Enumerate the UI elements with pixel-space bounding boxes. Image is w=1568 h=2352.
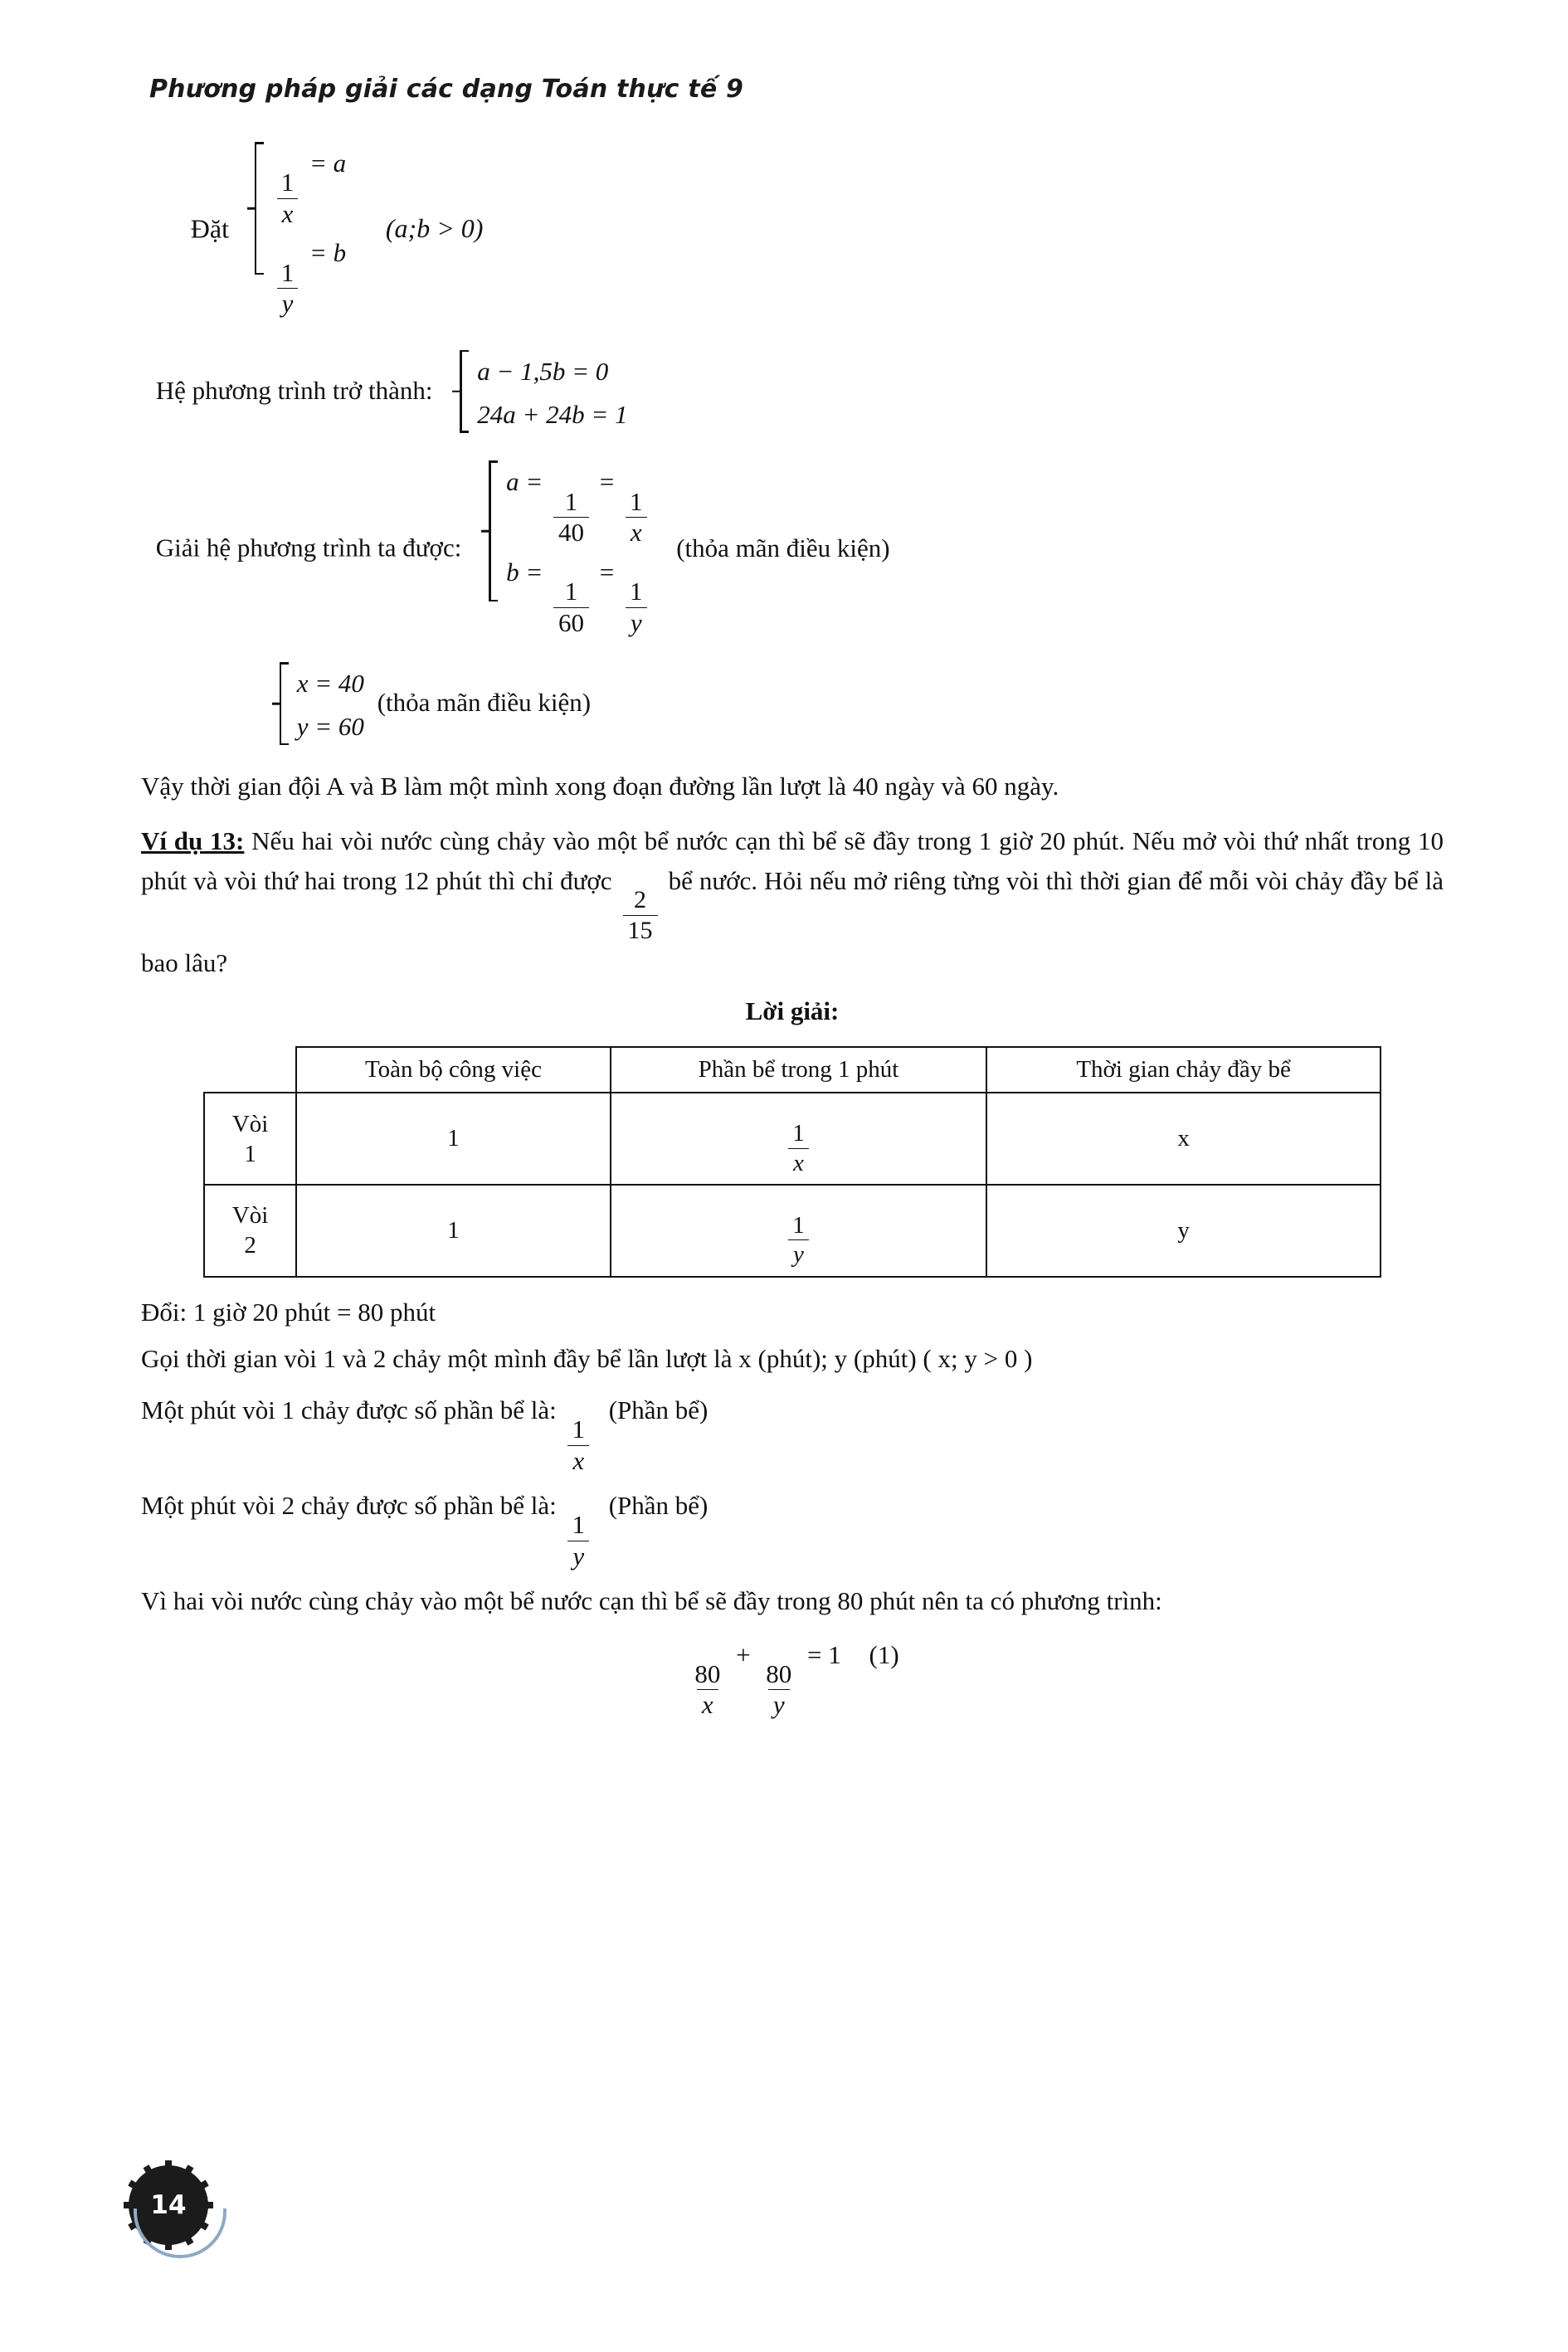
system-brace-icon bbox=[272, 662, 289, 745]
he-pt-row1: a − 1,5b = 0 bbox=[477, 356, 609, 386]
xy-row1: x = 40 bbox=[296, 669, 364, 699]
system-brace-icon bbox=[452, 350, 469, 433]
giai-system bbox=[481, 460, 651, 640]
equation-1 bbox=[141, 1635, 1444, 1719]
dat-system-block bbox=[141, 142, 1444, 322]
row2-work: 1 bbox=[296, 1185, 611, 1277]
giai-row2-fraction-1: $\frac{1}{60}$ bbox=[553, 578, 589, 636]
mot-phut-1-unit: (Phần bể) bbox=[608, 1395, 709, 1424]
mot-phut-2-unit: (Phần bể) bbox=[608, 1491, 709, 1521]
eq-plus: + bbox=[736, 1639, 751, 1669]
row1-part bbox=[611, 1093, 986, 1185]
dat-row1-eq: = a bbox=[309, 149, 347, 178]
page-number-badge bbox=[129, 2165, 220, 2257]
page-number: 14 bbox=[150, 2190, 187, 2220]
he-pt-row2: 24a + 24b = 1 bbox=[477, 399, 628, 429]
row2-time: y bbox=[986, 1185, 1381, 1277]
line-mot-phut-voi-1: Một phút vòi 1 chảy được số phần bể là: $\frac{1}{x}$ (Phần bể) bbox=[141, 1395, 709, 1475]
row1-work: 1 bbox=[296, 1093, 611, 1185]
example-text-part1: Nếu hai vòi nước cùng chảy vào một bể nước cạn thì bể sẽ đầy trong 1 giờ 20 phút. Nếu mở vòi thứ nhất trong 10 phút và vòi thứ hai trong 12 phút thì chỉ được bbox=[141, 825, 1444, 895]
table-row bbox=[204, 1185, 1381, 1277]
eq-fraction-1: $\frac{80}{x}$ bbox=[694, 1658, 721, 1720]
line-doi: Đổi: 1 giờ 20 phút = 80 phút bbox=[141, 1297, 436, 1327]
eq-rhs: = 1 bbox=[807, 1639, 841, 1669]
table-header-cell-1: Toàn bộ công việc bbox=[296, 1047, 611, 1093]
he-pt-block bbox=[141, 350, 1444, 436]
dat-row2-fraction: $\frac{1}{y}$ bbox=[276, 260, 299, 318]
eq-number: (1) bbox=[869, 1639, 899, 1669]
mot-phut-1-fraction: $\frac{1}{x}$ bbox=[567, 1416, 590, 1474]
row2-label: Vòi 2 bbox=[204, 1185, 296, 1277]
row1-part-fraction: $\frac{1}{x}$ bbox=[787, 1121, 810, 1176]
work-rate-table bbox=[203, 1046, 1381, 1277]
conclusion-paragraph: Vậy thời gian đội A và B làm một mình xong đoạn đường lần lượt là 40 ngày và 60 ngày. bbox=[141, 771, 1059, 801]
system-brace-icon bbox=[481, 460, 498, 601]
giai-row2-lhs: b = bbox=[506, 557, 543, 587]
table-header-row bbox=[204, 1047, 1381, 1093]
line-vi: Vì hai vòi nước cùng chảy vào một bể nước cạn thì bể sẽ đầy trong 80 phút nên ta có phương trình: bbox=[141, 1586, 1162, 1616]
giai-row2-fraction-2: $\frac{1}{y}$ bbox=[625, 578, 648, 636]
dat-row2-eq: = b bbox=[309, 238, 347, 268]
table-header-cell-0 bbox=[204, 1047, 296, 1093]
example-text-part2: bể nước. Hỏi nếu mở riêng từng vòi thì thời gian để mỗi vòi chảy đầy bể là bao lâu? bbox=[141, 865, 1444, 978]
xy-system bbox=[272, 662, 364, 748]
xy-row2: y = 60 bbox=[296, 711, 364, 741]
table-row bbox=[204, 1093, 1381, 1185]
xy-result-block bbox=[141, 662, 1444, 748]
eq-fraction-2: $\frac{80}{y}$ bbox=[766, 1658, 792, 1720]
table-header-cell-3: Thời gian chảy đầy bể bbox=[986, 1047, 1381, 1093]
dat-condition: (a;b > 0) bbox=[385, 213, 484, 244]
row2-part-fraction: $\frac{1}{y}$ bbox=[787, 1213, 810, 1268]
giai-row1-fraction-2: $\frac{1}{x}$ bbox=[625, 489, 648, 547]
dat-label: Đặt bbox=[190, 213, 229, 244]
giai-he-block bbox=[141, 460, 1444, 640]
table-header-cell-2: Phần bể trong 1 phút bbox=[611, 1047, 986, 1093]
giai-row1-lhs: a = bbox=[506, 467, 543, 497]
line-goi: Gọi thời gian vòi 1 và 2 chảy một mình đầy bể lần lượt là x (phút); y (phút) ( x; y > 0 ) bbox=[141, 1343, 1033, 1373]
dat-system bbox=[247, 142, 346, 322]
giai-row1-fraction-1: $\frac{1}{40}$ bbox=[553, 489, 589, 547]
row1-time: x bbox=[986, 1093, 1381, 1185]
page-header: Phương pháp giải các dạng Toán thực tế 9 bbox=[149, 75, 744, 104]
example-paragraph bbox=[141, 821, 1444, 984]
example-fraction: $\frac{2}{15}$ bbox=[623, 887, 658, 943]
example-label: Ví dụ 13: bbox=[141, 825, 245, 855]
giai-row1-eq: = bbox=[599, 467, 615, 497]
system-brace-icon bbox=[247, 142, 264, 275]
row1-label: Vòi 1 bbox=[204, 1093, 296, 1185]
thoa-man-note-2: (thỏa mãn điều kiện) bbox=[377, 688, 592, 718]
he-pt-system bbox=[452, 350, 627, 436]
row2-part bbox=[611, 1185, 986, 1277]
mot-phut-2-fraction: $\frac{1}{y}$ bbox=[567, 1512, 590, 1570]
giai-label: Giải hệ phương trình ta được: bbox=[155, 533, 462, 562]
he-pt-label: Hệ phương trình trở thành: bbox=[155, 375, 433, 405]
line-mot-phut-voi-2: Một phút vòi 2 chảy được số phần bể là: $\frac{1}{y}$ (Phần bể) bbox=[141, 1491, 709, 1570]
giai-row2-eq: = bbox=[599, 557, 615, 587]
dat-row1-fraction: $\frac{1}{x}$ bbox=[276, 169, 299, 227]
solution-label: Lời giải: bbox=[745, 996, 840, 1026]
thoa-man-note-1: (thỏa mãn điều kiện) bbox=[676, 533, 890, 562]
